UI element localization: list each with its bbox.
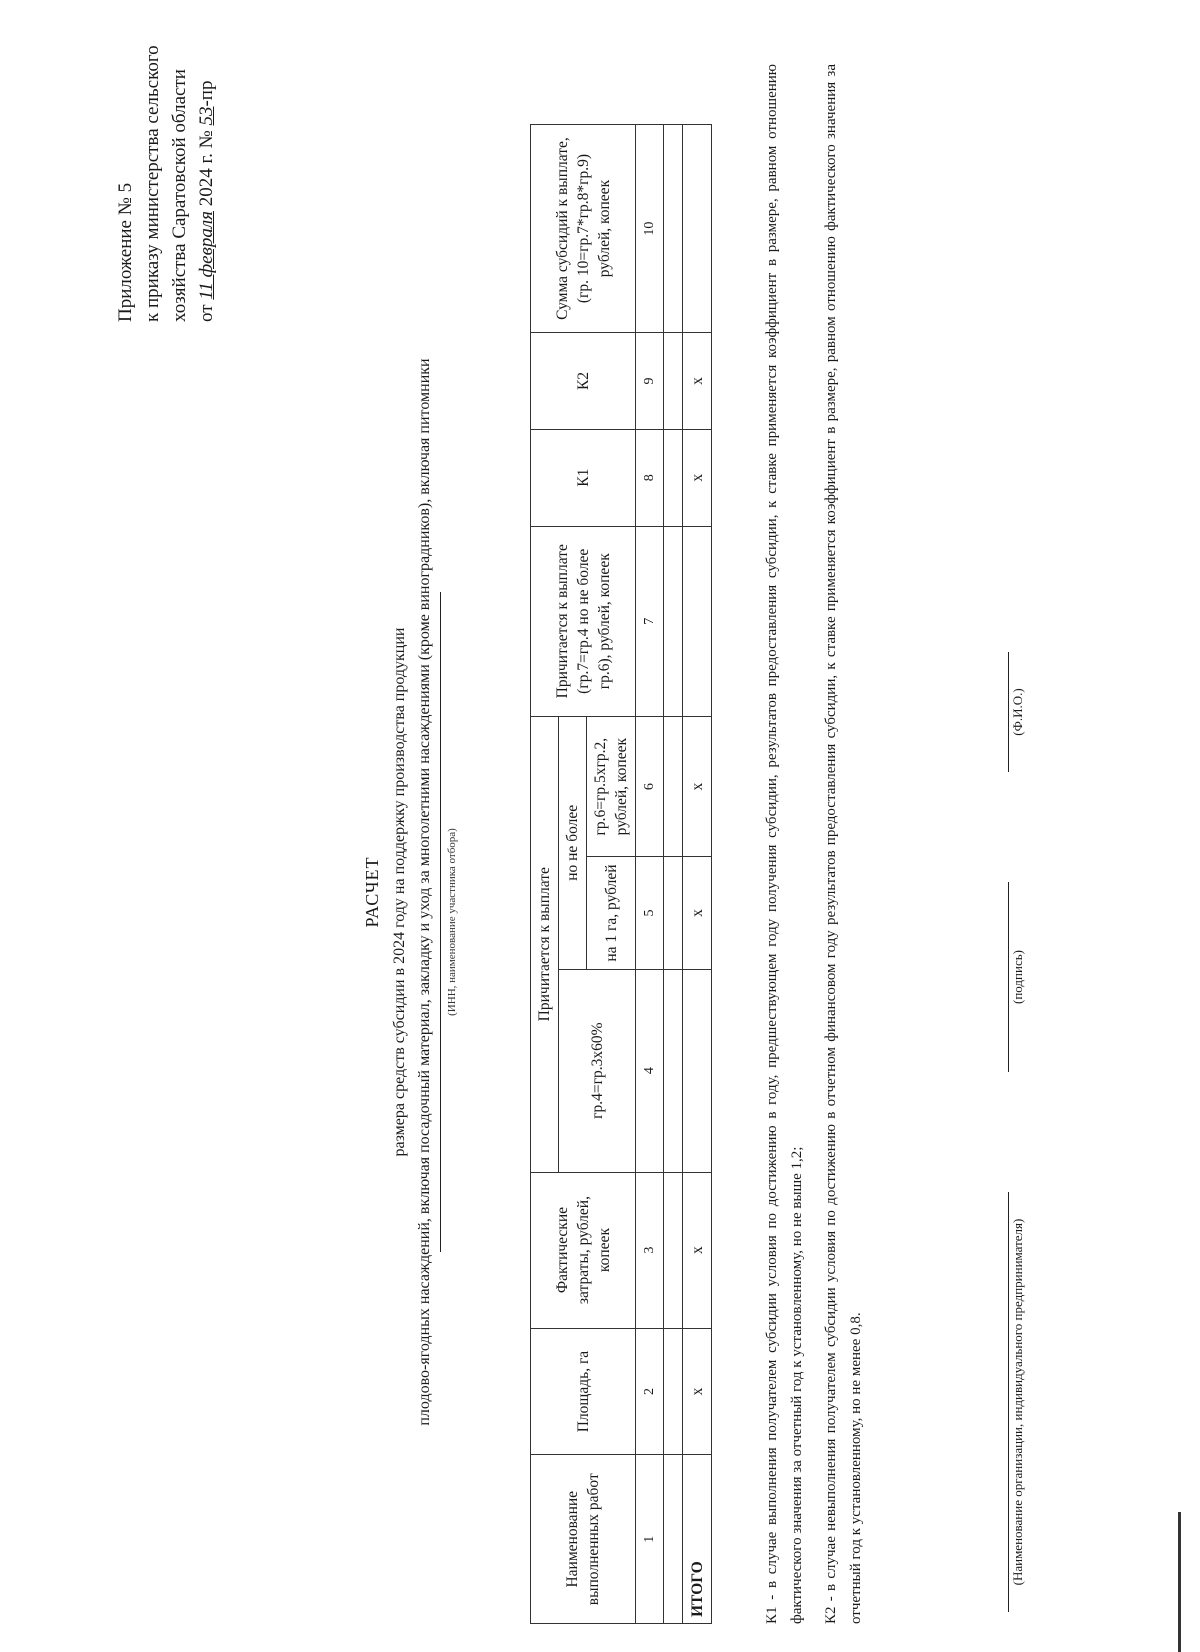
column-number: 8	[636, 429, 664, 526]
total-cell: х	[683, 716, 712, 856]
appendix-header	[112, 45, 220, 322]
column-number: 7	[636, 526, 664, 716]
appendix-from: от	[196, 304, 217, 322]
header-no-more: но не более	[559, 716, 587, 969]
appendix-title: Приложение № 5	[115, 182, 136, 322]
table-cell	[664, 1172, 683, 1328]
column-number: 3	[636, 1172, 664, 1328]
calculation-table	[530, 124, 712, 1624]
column-number: 10	[636, 125, 664, 333]
column-number: 4	[636, 969, 664, 1172]
header-due-total: Причитается к выплате (гр.7=гр.4 но не более гр.6), рублей, копеек	[531, 526, 636, 716]
appendix-number: 53	[196, 106, 217, 126]
header-due-group: Причитается к выплате	[531, 716, 559, 1172]
header-k2: К2	[531, 333, 636, 430]
fio-caption: (Ф.И.О.)	[1010, 688, 1025, 736]
document-title	[360, 282, 437, 1502]
appendix-ministry-line: хозяйства Саратовской области	[169, 69, 190, 322]
appendix-suffix: -пр	[196, 80, 217, 107]
column-number: 2	[636, 1328, 664, 1455]
title-line-2: плодово-ягодных насаждений, включая посадочный материал, закладку и уход за многолетними насаждениями (кроме виноградников), включая питомники	[416, 358, 433, 1426]
total-cell: х	[683, 1328, 712, 1455]
fio-line	[1008, 652, 1009, 772]
header-subsidy-sum: Сумма субсидий к выплате, (гр. 10=гр.7*гр.8*гр.9) рублей, копеек	[531, 125, 636, 333]
table-cell	[664, 333, 683, 430]
header-col4: гр.4=гр.3х60%	[559, 969, 636, 1172]
appendix-order-line: к приказу министерства сельского	[142, 45, 163, 322]
note-k2: К2 - в случае невыполнения получателем субсидии условия по достижению в отчетном финансовом году результатов предоставления субсидии, к ставке применяется коэффициент в размере, равном отношению фактического значения за отчетный год к установленному, но не менее 0,8.	[823, 64, 864, 1624]
total-cell: х	[683, 429, 712, 526]
org-caption: (Наименование организации, индивидуального предпринимателя)	[1010, 1218, 1025, 1586]
column-number: 9	[636, 333, 664, 430]
table-cell	[664, 125, 683, 333]
coefficient-notes	[760, 64, 878, 1624]
total-cell: х	[683, 857, 712, 969]
header-col6: гр.6=гр.5хгр.2, рублей, копеек	[587, 716, 636, 856]
scan-edge-mark	[1178, 1512, 1181, 1652]
table-cell	[664, 716, 683, 856]
header-area: Площадь, га	[531, 1328, 636, 1455]
signature-caption: (подпись)	[1010, 950, 1025, 1004]
note-k1: К1 - в случае выполнения получателем субсидии условия по достижению в году, предшествующем году получения субсидии, результатов предоставления субсидии, к ставке применяется коэффициент в размере, равном отношению фактического значения за отчетный год к установленному, но не выше 1,2;	[764, 64, 805, 1624]
appendix-date: 11 февраля	[196, 211, 217, 300]
total-row	[683, 125, 712, 1624]
total-cell	[683, 125, 712, 333]
appendix-date-line	[193, 45, 220, 322]
table-cell	[664, 1328, 683, 1455]
appendix-year: 2024 г. №	[196, 130, 217, 207]
column-number-row	[636, 125, 664, 1624]
total-cell: х	[683, 1172, 712, 1328]
header-k1: К1	[531, 429, 636, 526]
total-label: ИТОГО	[683, 1455, 712, 1624]
table-cell	[664, 429, 683, 526]
column-number: 5	[636, 857, 664, 969]
total-cell	[683, 526, 712, 716]
column-number: 1	[636, 1455, 664, 1624]
total-cell: х	[683, 333, 712, 430]
header-work-name: Наименование выполненных работ	[531, 1455, 636, 1624]
header-per-ha: на 1 га, рублей	[587, 857, 636, 969]
title-heading: РАСЧЕТ	[362, 856, 382, 928]
column-number: 6	[636, 716, 664, 856]
inn-caption: (ИНН, наименование участника отбора)	[446, 828, 458, 1016]
table-row-empty	[664, 125, 683, 1624]
table-cell	[664, 857, 683, 969]
table-cell	[664, 526, 683, 716]
inn-underline	[440, 592, 441, 1252]
table-cell	[664, 969, 683, 1172]
title-line-1: размера средств субсидии в 2024 году на поддержку производства продукции	[391, 627, 408, 1157]
table-cell	[664, 1455, 683, 1624]
org-signature-line	[1008, 1192, 1009, 1612]
total-cell	[683, 969, 712, 1172]
signature-line	[1008, 882, 1009, 1072]
header-actual-costs: Фактические затраты, рублей, копеек	[531, 1172, 636, 1328]
